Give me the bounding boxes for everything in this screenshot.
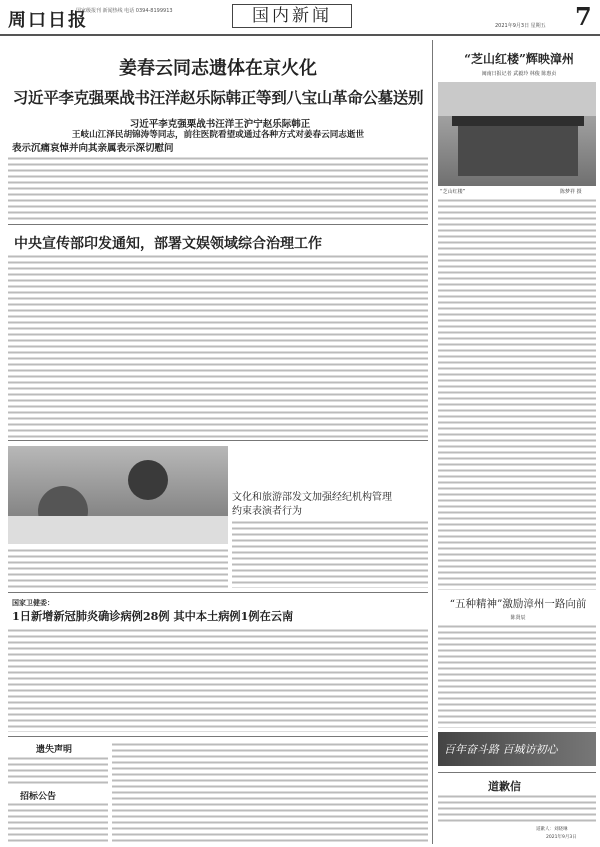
issue-date: 2021年9月3日 星期五 bbox=[495, 23, 546, 29]
feature-byline: 闽南日报记者 武毅玲 林俊 陈惠贞 bbox=[481, 71, 557, 77]
apology-title: 道歉信 bbox=[488, 780, 521, 793]
spirit-article-body bbox=[438, 624, 596, 728]
feature-article-body bbox=[438, 198, 596, 590]
rule-lead bbox=[8, 224, 428, 225]
apology-body bbox=[438, 794, 596, 824]
culture-headline: 中央宣传部印发通知，部署文娱领域综合治理工作 bbox=[14, 236, 322, 252]
page-number: 7 bbox=[575, 2, 592, 31]
lead-title-1: 姜春云同志遗体在京火化 bbox=[119, 58, 317, 79]
tender-notice-title: 招标公告 bbox=[20, 792, 57, 802]
lost-notice-body bbox=[8, 756, 108, 784]
law-headline-1: 文化和旅游部发文加强经纪机构管理 bbox=[232, 492, 392, 503]
law-article-body-left bbox=[8, 548, 228, 588]
lost-notice-title: 遗失声明 bbox=[36, 745, 73, 755]
covid-article-body bbox=[8, 628, 428, 732]
section-title: 国内新闻 bbox=[232, 4, 352, 28]
rule-covid bbox=[8, 736, 428, 737]
covid-kicker: 国家卫健委： bbox=[12, 599, 54, 607]
spirit-title: “五种精神”激励漳州一路向前 bbox=[449, 598, 587, 610]
banner-slogan: 百年奋斗路 百城访初心 bbox=[444, 743, 558, 756]
rule-culture bbox=[8, 440, 428, 441]
red-building-photo bbox=[438, 82, 596, 186]
newspaper-logo: 周口日报 bbox=[8, 10, 88, 31]
lead-subtitle-1: 习近平李克强栗战书汪洋王沪宁赵乐际韩正 bbox=[129, 119, 311, 130]
right-column-divider bbox=[432, 40, 433, 844]
lead-subtitle-3: 表示沉痛哀悼并向其亲属表示深切慰问 bbox=[12, 143, 174, 154]
photo-caption: “芝山红楼” bbox=[440, 189, 466, 195]
apology-date: 2021年9月3日 bbox=[546, 835, 577, 840]
culture-photo bbox=[8, 446, 228, 544]
law-headline-2: 约束表演者行为 bbox=[232, 506, 302, 517]
tender-notice-body bbox=[8, 802, 108, 842]
apology-signature: 道歉人：刘晓琳 bbox=[536, 827, 568, 832]
culture-article-body bbox=[8, 254, 428, 438]
rule-apology bbox=[438, 772, 596, 773]
spirit-byline: 陈贤辰 bbox=[510, 615, 526, 621]
covid-headline: 1日新增新冠肺炎确诊病例28例 其中本土病例1例在云南 bbox=[12, 609, 294, 623]
rule-law bbox=[8, 592, 428, 593]
lead-subtitle-2: 王岐山江泽民胡锦涛等同志，前往医院看望或通过各种方式对姜春云同志逝世 bbox=[71, 130, 365, 140]
photo-credit: 陈梦祥 摄 bbox=[560, 189, 582, 195]
classified-ads bbox=[112, 742, 428, 842]
masthead-info: 国家级报刊 新闻热线 电话 0394-8199913 bbox=[76, 8, 173, 14]
centenary-banner bbox=[438, 732, 596, 766]
lead-article-body bbox=[8, 156, 428, 220]
law-article-body bbox=[232, 520, 428, 588]
lead-title-2: 习近平李克强栗战书汪洋赵乐际韩正等到八宝山革命公墓送别 bbox=[12, 88, 424, 107]
feature-title: “芝山红楼”辉映漳州 bbox=[464, 52, 574, 66]
